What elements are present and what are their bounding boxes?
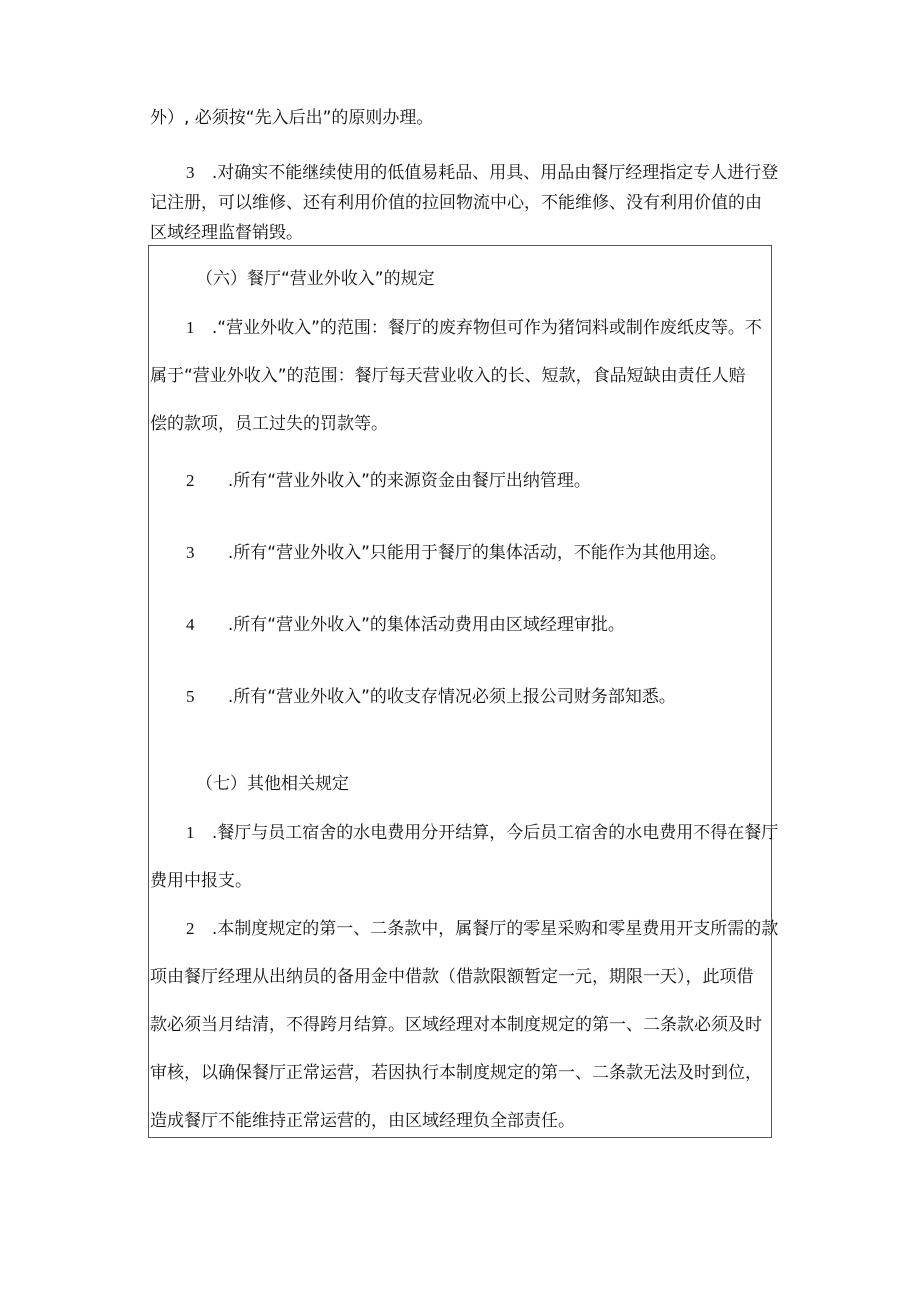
item-number: 3	[186, 163, 195, 182]
s7-item-1-line-1	[186, 822, 778, 844]
item-text: .对确实不能继续使用的低值易耗品、用具、用品由餐厅经理指定专人进行登	[211, 163, 779, 183]
item-number: 4	[186, 615, 195, 634]
item-number: 5	[186, 687, 195, 706]
item-text: .所有“营业外收入”只能用于餐厅的集体活动，不能作为其他用途。	[227, 543, 727, 563]
intro-line-1: 外）, 必须按“先入后出”的原则办理。	[150, 108, 434, 128]
s6-item-1-line-1	[186, 317, 762, 339]
item-number: 2	[186, 471, 195, 490]
item-number: 1	[186, 318, 195, 337]
item-text: .所有“营业外收入”的来源资金由餐厅出纳管理。	[227, 471, 591, 491]
intro-item-3-line-2: 记注册，可以维修、还有利用价值的拉回物流中心，不能维修、没有利用价值的由	[150, 193, 762, 213]
s7-item-2-line-4: 审核，以确保餐厅正常运营，若因执行本制度规定的第一、二条款无法及时到位，	[150, 1063, 762, 1083]
s7-item-2-line-1	[186, 918, 778, 940]
item-text: .所有“营业外收入”的集体活动费用由区域经理审批。	[227, 615, 625, 635]
item-text: .所有“营业外收入”的收支存情况必须上报公司财务部知悉。	[227, 687, 676, 707]
section-6-heading: （六）餐厅“营业外收入”的规定	[196, 269, 435, 289]
s7-item-2-line-5: 造成餐厅不能维持正常运营的，由区域经理负全部责任。	[150, 1111, 575, 1131]
s6-item-1-line-3: 偿的款项，员工过失的罚款等。	[150, 414, 388, 434]
s7-item-1-line-2: 费用中报支。	[150, 871, 252, 891]
s7-item-2-line-2: 项由餐厅经理从出纳员的备用金中借款（借款限额暂定一元，期限一天），此项借	[150, 967, 754, 987]
item-text: .餐厅与员工宿舍的水电费用分开结算，今后员工宿舍的水电费用不得在餐厅	[211, 823, 779, 843]
s6-item-5	[186, 686, 676, 708]
section-7-heading: （七）其他相关规定	[196, 774, 349, 794]
intro-item-3-line-3: 区域经理监督销毁。	[150, 223, 303, 243]
item-number: 1	[186, 823, 195, 842]
item-number: 3	[186, 543, 195, 562]
item-number: 2	[186, 919, 195, 938]
item-text: .“营业外收入”的范围：餐厅的废弃物但可作为猪饲料或制作废纸皮等。不	[211, 318, 762, 338]
s6-item-1-line-2: 属于“营业外收入”的范围：餐厅每天营业收入的长、短款，食品短缺由责任人赔	[150, 366, 746, 386]
s7-item-2-line-3: 款必须当月结清，不得跨月结算。区域经理对本制度规定的第一、二条款必须及时	[150, 1015, 762, 1035]
s6-item-3	[186, 542, 727, 564]
s6-item-2	[186, 470, 591, 492]
item-text: .本制度规定的第一、二条款中，属餐厅的零星采购和零星费用开支所需的款	[211, 919, 779, 939]
intro-item-3-line-1	[186, 162, 778, 184]
s6-item-4	[186, 614, 625, 636]
